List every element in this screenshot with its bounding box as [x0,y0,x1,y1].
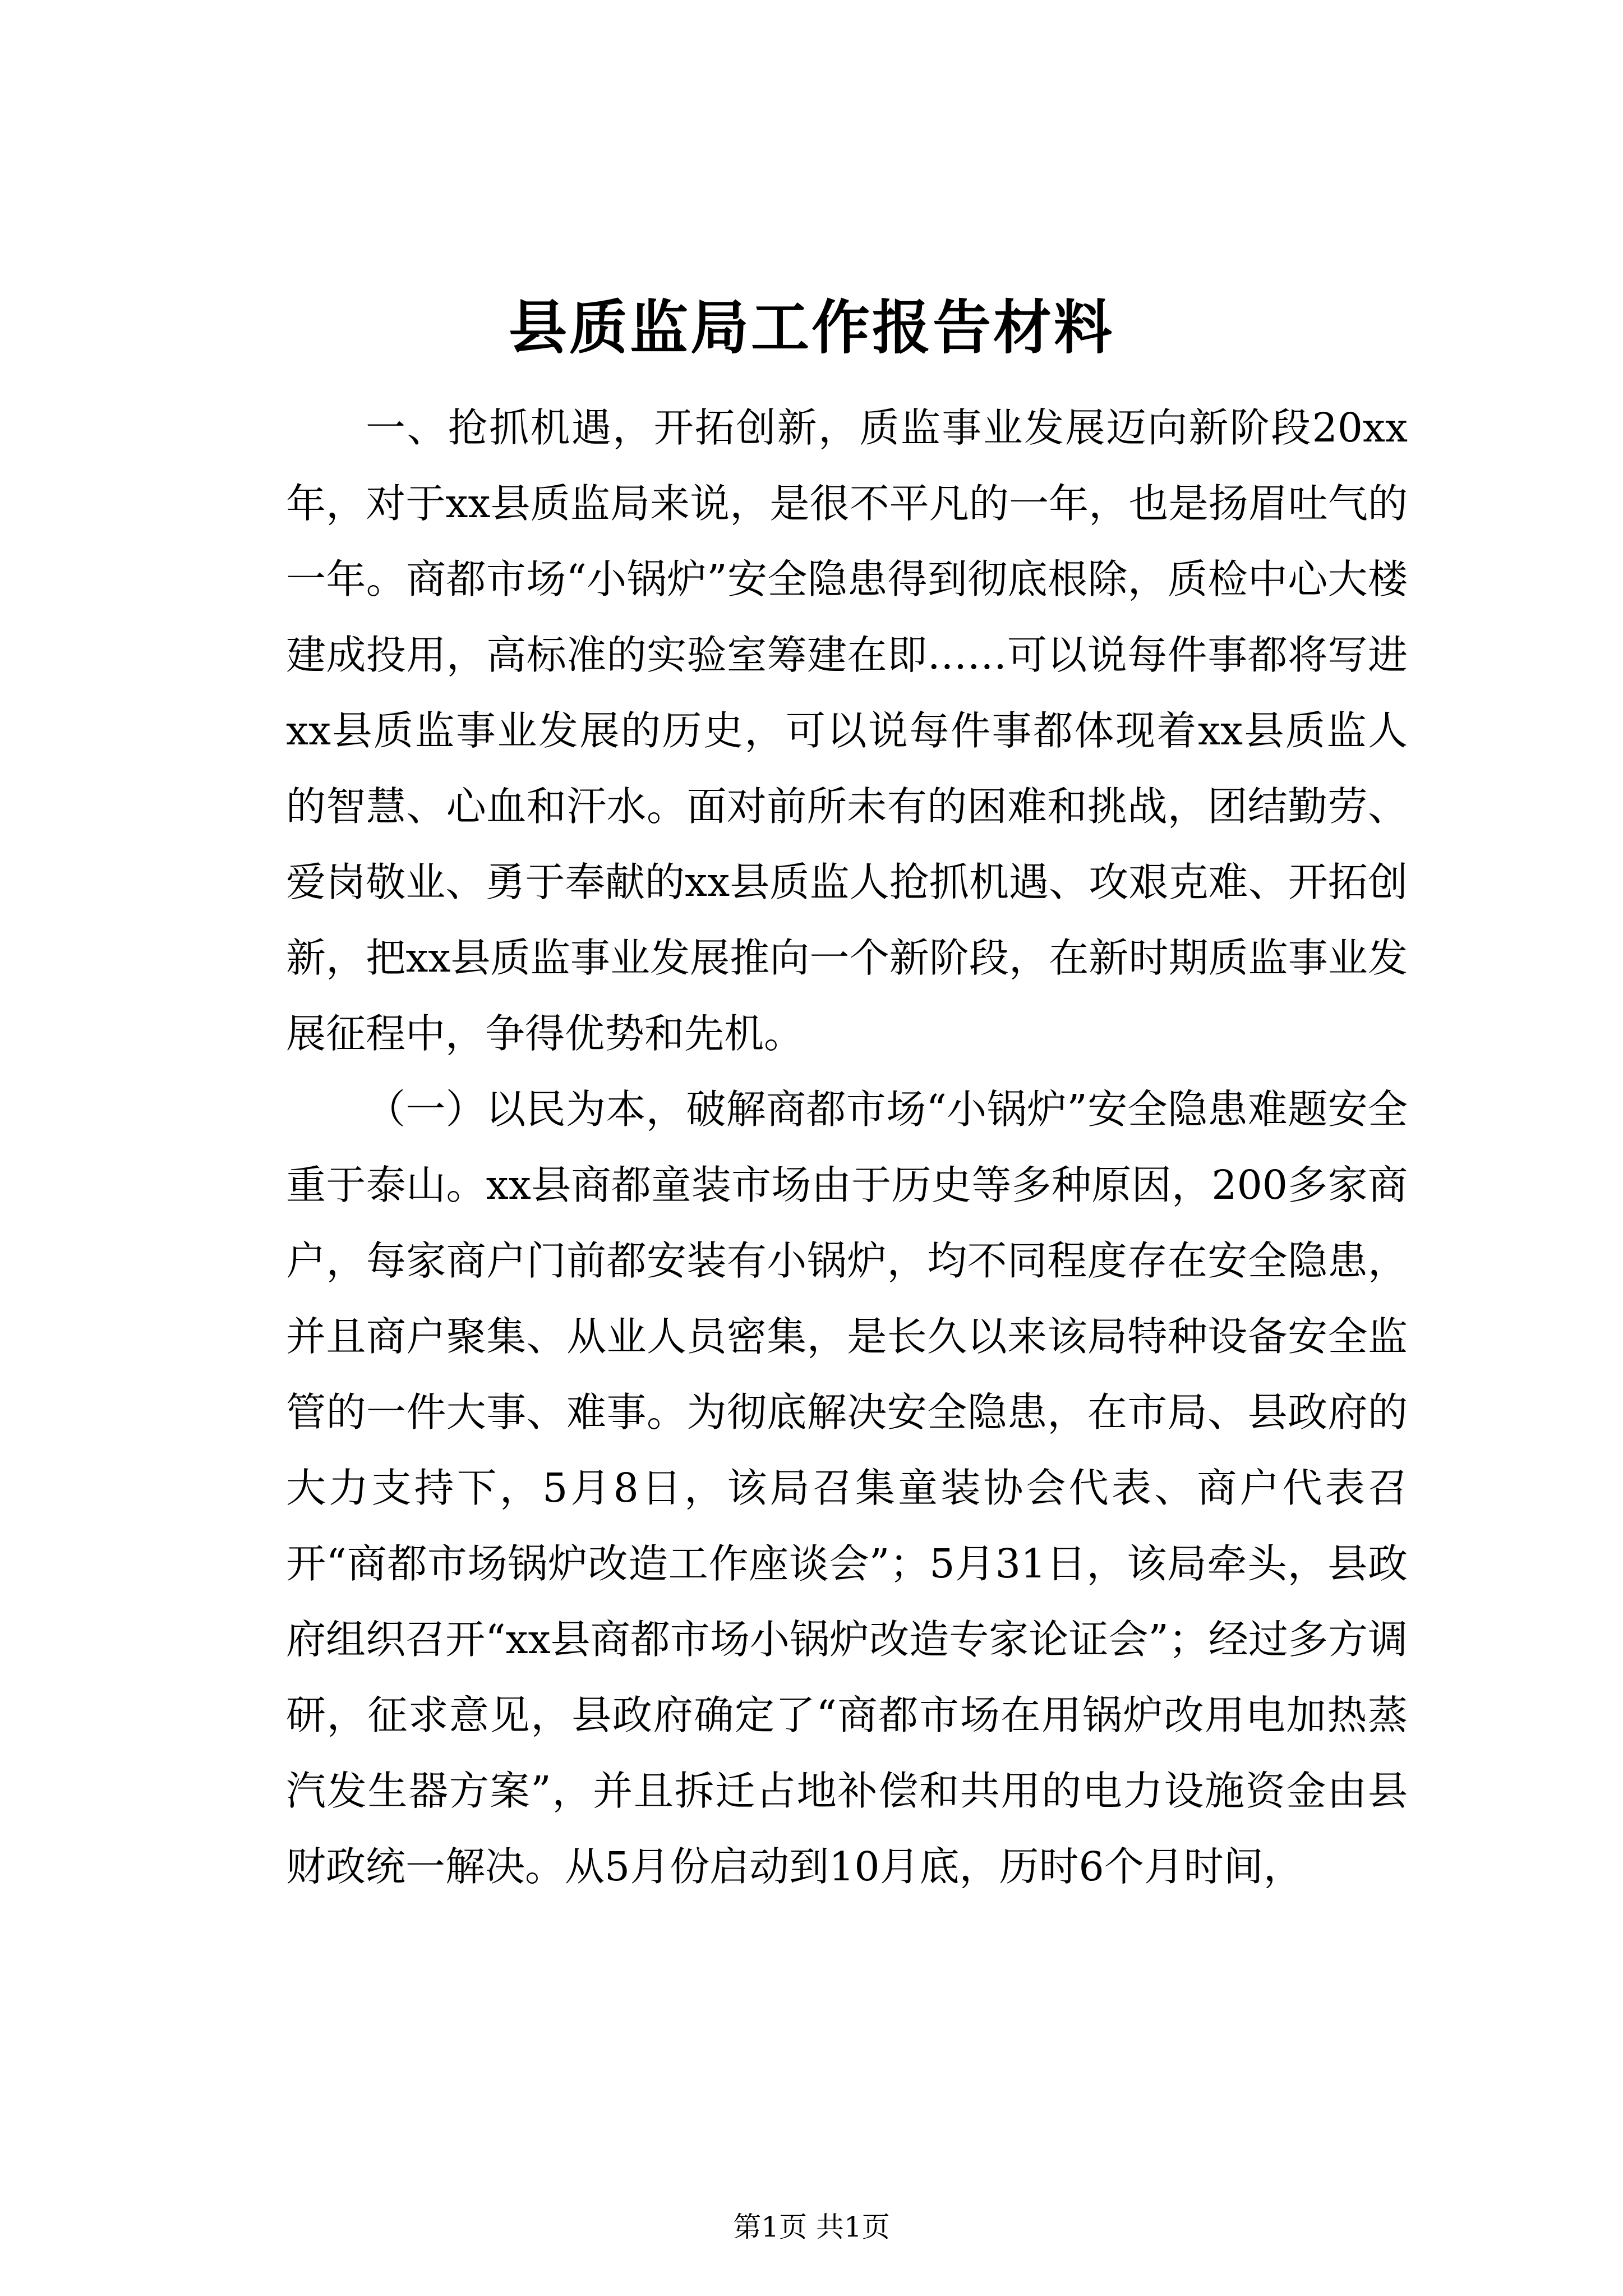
paragraph-2: （一）以民为本，破解商都市场“小锅炉”安全隐患难题安全重于泰山。xx县商都童装市场由于历史等多种原因，200多家商户，每家商户门前都安装有小锅炉，均不同程度存在安全隐患，并且商户聚集、从业人员密集，是长久以来该局特种设备安全监管的一件大事、难事。为彻底解决安全隐患，在市局、县政府的大力支持下，5月8日，该局召集童装协会代表、商户代表召开“商都市场锅炉改造工作座谈会”；5月31日，该局牵头，县政府组织召开“xx县商都市场小锅炉改造专家论证会”；经过多方调研，征求意见，县政府确定了“商都市场在用锅炉改用电加热蒸汽发生器方案”，并且拆迁占地补偿和共用的电力设施资金由县财政统一解决。从5月份启动到10月底，历时6个月时间， [286,1086,1408,1890]
paragraph-1: 一、抢抓机遇，开拓创新，质监事业发展迈向新阶段20xx年，对于xx县质监局来说，是很不平凡的一年，也是扬眉吐气的一年。商都市场“小锅炉”安全隐患得到彻底根除，质检中心大楼建成投用，高标准的实验室筹建在即……可以说每件事都将写进xx县质监事业发展的历史，可以说每件事都体现着xx县质监人的智慧、心血和汗水。面对前所未有的困难和挑战，团结勤劳、爱岗敬业、勇于奉献的xx县质监人抢抓机遇、攻艰克难、开拓创新，把xx县质监事业发展推向一个新阶段，在新时期质监事业发展征程中，争得优势和先机。 [286,404,1408,1057]
document-body [286,390,1408,1904]
page-number: 第1页 共1页 [733,2211,890,2243]
document-title: 县质监局工作报告材料 [508,293,1114,362]
